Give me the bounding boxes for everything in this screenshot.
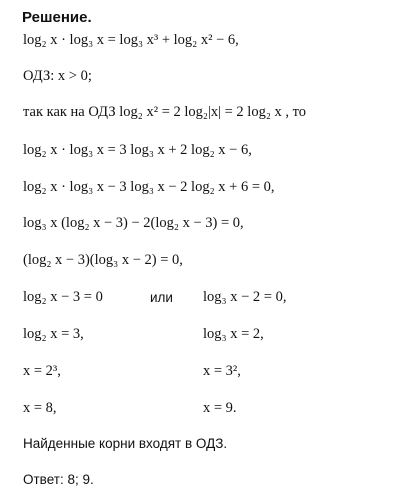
case-left-3: x = 2³, [23,363,61,379]
equation-line-5: (log₂ x − 3)(log₃ x − 2) = 0, [23,252,183,268]
case-left-1: log₂ x − 3 = 0 [23,289,103,305]
conclusion-line: Найденные корни входят в ОДЗ. [23,436,228,451]
solution-title: Решение. [22,9,92,26]
case-connector: или [150,290,173,305]
case-right-3: x = 3², [203,363,241,379]
equation-line-4: log₃ x (log₂ x − 3) − 2(log₂ x − 3) = 0, [23,215,244,231]
case-right-2: log₃ x = 2, [203,326,264,342]
equation-line-3: log₂ x · log₃ x − 3 log₃ x − 2 log₂ x + 6 = 0, [23,179,275,195]
case-left-4: x = 8, [23,400,57,416]
equation-line-1: log₂ x · log₃ x = log₃ x³ + log₂ x² − 6, [23,32,239,48]
case-right-4: x = 9. [203,400,237,416]
answer-line: Ответ: 8; 9. [23,472,94,487]
equation-line-2: log₂ x · log₃ x = 3 log₃ x + 2 log₂ x − 6, [23,142,252,158]
case-left-2: log₂ x = 3, [23,326,84,342]
domain-line: ОДЗ: x > 0; [23,68,92,84]
case-right-1: log₃ x − 2 = 0, [203,289,287,305]
transform-note-line: так как на ОДЗ log₂ x² = 2 log₂|x| = 2 log₂ x , то [23,104,307,120]
